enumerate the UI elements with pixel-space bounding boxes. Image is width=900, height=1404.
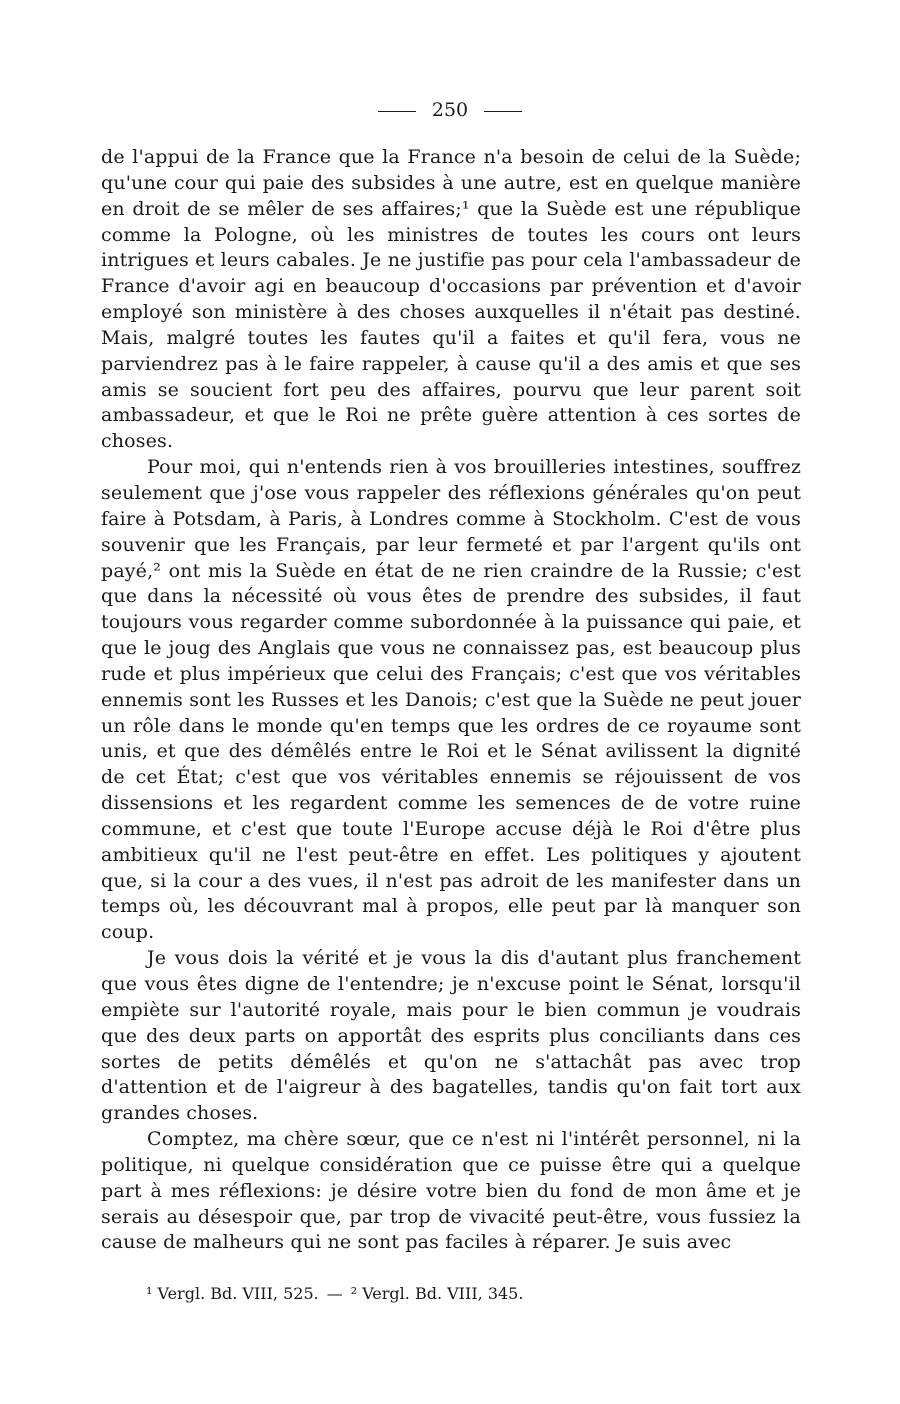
footnote-separator: — [326,1284,343,1303]
paragraph: Je vous dois la vérité et je vous la dis d'autant plus franchement que vous êtes digne de l'entendre; je n'excuse point le Sénat, lorsqu'il empiète sur l'autorité royale, mais pour le bien commun je voudrais que des deux parts on apportât des esprits plus conciliants dans ces sortes de petits démêlés et qu'on ne s'attachât pas avec trop d'attention et de l'aigreur à des bagatelles, tandis qu'on fait tort aux grandes choses. [101,947,801,1125]
paragraph: Comptez, ma chère sœur, que ce n'est ni l'intérêt personnel, ni la politique, ni quelque considération que ce puisse être qui a quelque part à mes réflexions: je désire votre bien du fond de mon âme et je serais au désespoir que, par trop de vivacité peut-être, vous fussiez la cause de malheurs qui ne sont pas faciles à réparer. Je suis avec [101,1128,801,1254]
header-rule-right [484,111,522,112]
page-number: 250 [431,99,469,121]
footnotes [146,1283,746,1305]
page-header [0,98,900,122]
footnote-2: ² Vergl. Bd. VIII, 345. [350,1284,524,1303]
body-text [101,145,801,1256]
paragraph-continuation: de l'appui de la France que la France n'a besoin de celui de la Suède; qu'une cour qui paie des subsides à une autre, est en quelque manière en droit de se mêler de ses affaires;¹ que la Suède est une république comme la Pologne, où les ministres de toutes les cours ont leurs intrigues et leurs cabales. Je ne justifie pas pour cela l'ambassadeur de France d'avoir agi en beaucoup d'occasions par prévention et d'avoir employé son ministère à des choses auxquelles il n'était pas destiné. Mais, malgré toutes les fautes qu'il a faites et qu'il fera, vous ne parviendrez pas à le faire rappeler, à cause qu'il a des amis et que ses amis se soucient fort peu des affaires, pourvu que leur parent soit ambassadeur, et que le Roi ne prête guère attention à ces sortes de choses. [101,146,801,453]
footnote-1: ¹ Vergl. Bd. VIII, 525. [146,1284,319,1303]
paragraph: Pour moi, qui n'entends rien à vos brouilleries intestines, souffrez seulement que j'ose vous rappeler des réflexions générales qu'on peut faire à Potsdam, à Paris, à Londres comme à Stockholm. C'est de vous souvenir que les Français, par leur fermeté et par l'argent qu'ils ont payé,² ont mis la Suède en état de ne rien craindre de la Russie; c'est que dans la nécessité où vous êtes de prendre des subsides, il faut toujours vous regarder comme subordonnée à la puissance qui paie, et que le joug des Anglais que vous ne connaissez pas, est beaucoup plus rude et plus impérieux que celui des Français; c'est que vos véritables ennemis sont les Russes et les Danois; c'est que la Suède ne peut jouer un rôle dans le monde qu'en temps que les ordres de ce royaume sont unis, et que des démêlés entre le Roi et le Sénat avilissent la dignité de cet État; c'est que vos véritables ennemis se réjouissent de vos dissensions et les regardent comme les semences de de votre ruine commune, et c'est que toute l'Europe accuse déjà le Roi d'être plus ambitieux qu'il ne l'est peut-être en effet. Les politiques y ajoutent que, si la cour a des vues, il n'est pas adroit de les manifester dans un temps où, les découvrant mal à propos, elle peut par là manquer son coup. [101,456,801,944]
header-rule-left [378,111,416,112]
